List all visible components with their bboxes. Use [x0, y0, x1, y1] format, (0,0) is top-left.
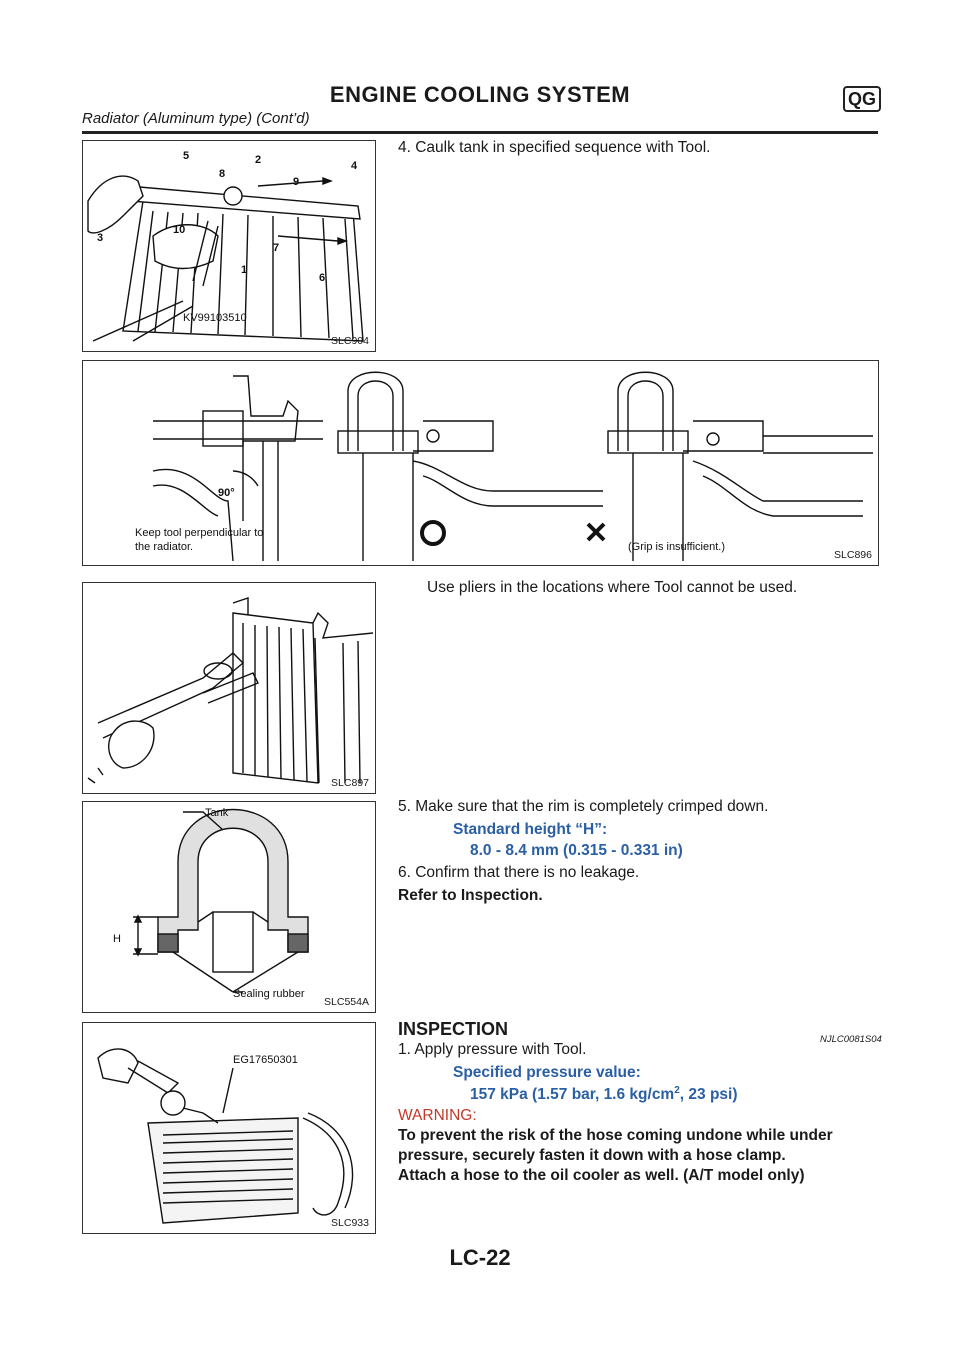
section-heading: INSPECTION	[398, 1019, 509, 1039]
tool-label-eg: EG17650301	[233, 1054, 298, 1066]
sealing-rubber-label: Sealing rubber	[233, 988, 305, 1000]
figure-slc897	[82, 582, 376, 794]
refer-inspection: Refer to Inspection.	[398, 887, 543, 904]
seq-1: 1	[241, 264, 248, 276]
section-code: NJLC0081S04	[820, 1034, 882, 1045]
warning-line-1: To prevent the risk of the hose coming undone while under	[398, 1127, 833, 1144]
seq-8: 8	[219, 168, 226, 180]
pressure-spec-label: Specified pressure value:	[453, 1064, 641, 1081]
inspection-step-1: 1. Apply pressure with Tool.	[398, 1041, 587, 1058]
figure-slc904	[82, 140, 376, 352]
caulking-sequence-illustration	[83, 141, 377, 353]
figure-code: SLC897	[331, 777, 369, 789]
seq-2: 2	[255, 154, 262, 166]
page-number: LC-22	[449, 1245, 511, 1270]
std-height-value: 8.0 - 8.4 mm (0.315 - 0.331 in)	[470, 842, 683, 859]
tool-perpendicular-illustration	[83, 361, 880, 567]
figure-code: SLC904	[331, 335, 369, 347]
figure-code: SLC896	[834, 549, 872, 561]
figure-code: SLC554A	[324, 996, 369, 1008]
seq-9: 9	[293, 176, 300, 188]
step-6-text: 6. Confirm that there is no leakage.	[398, 864, 640, 881]
keep-label-2: the radiator.	[135, 541, 194, 553]
rim-height-illustration	[83, 802, 377, 1014]
seq-10: 10	[173, 224, 186, 236]
warning-heading: WARNING:	[398, 1107, 477, 1124]
figure-slc933	[82, 1022, 376, 1234]
correct-mark-icon	[422, 522, 444, 544]
figure-slc896	[82, 360, 879, 566]
pliers-note: Use pliers in the locations where Tool cannot be used.	[427, 579, 798, 596]
header-rule	[82, 131, 878, 134]
seq-6: 6	[319, 272, 326, 284]
step-5-text: 5. Make sure that the rim is completely crimped down.	[398, 798, 769, 815]
seq-3: 3	[97, 232, 104, 244]
wrong-mark-icon	[588, 524, 604, 540]
seq-4: 4	[351, 160, 358, 172]
tank-label: Tank	[205, 807, 229, 819]
seq-5: 5	[183, 150, 190, 162]
angle-label: 90°	[218, 487, 235, 499]
grip-label: (Grip is insufficient.)	[628, 541, 725, 553]
pliers-illustration	[83, 583, 377, 795]
pressure-spec-value: 157 kPa (1.57 bar, 1.6 $kg/cm^2$, 23 psi)	[470, 1085, 738, 1104]
pressure-test-illustration	[83, 1023, 377, 1235]
keep-label-1: Keep tool perpendicular to	[135, 527, 264, 539]
h-label: H	[113, 933, 121, 945]
page-subtitle: Radiator (Aluminum type) (Cont’d)	[82, 110, 310, 127]
warning-line-2: pressure, securely fasten it down with a hose clamp.	[398, 1147, 786, 1164]
tool-label-kv: KV99103510	[183, 312, 247, 324]
seq-7: 7	[273, 242, 280, 254]
figure-slc554a	[82, 801, 376, 1013]
page-title: ENGINE COOLING SYSTEM	[329, 82, 631, 107]
warning-line-3: Attach a hose to the oil cooler as well. (A/T model only)	[398, 1167, 805, 1184]
std-height-label: Standard height “H”:	[453, 821, 608, 838]
step-4-text: 4. Caulk tank in specified sequence with Tool.	[398, 139, 711, 156]
figure-code: SLC933	[331, 1217, 369, 1229]
model-badge: QG	[843, 86, 881, 112]
